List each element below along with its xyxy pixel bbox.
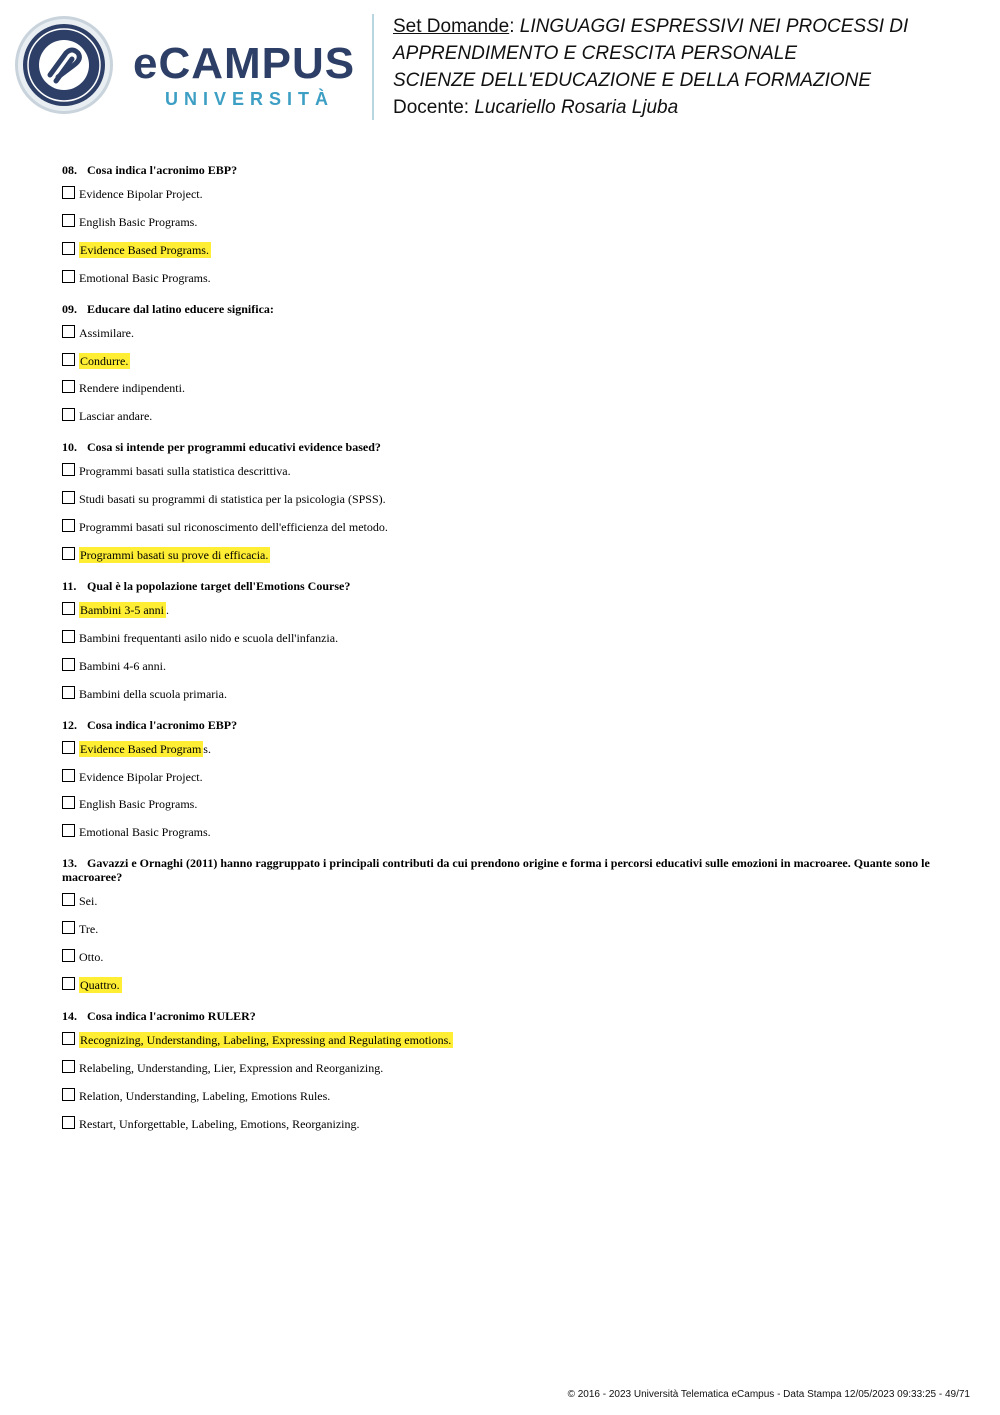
answer-text	[79, 351, 130, 371]
answer-option	[62, 184, 942, 204]
answer-option	[62, 794, 942, 814]
course-title-2: APPRENDIMENTO E CRESCITA PERSONALE	[393, 43, 798, 64]
faculty-name: SCIENZE DELL'EDUCAZIONE E DELLA FORMAZIONE	[393, 70, 872, 91]
answer-checkbox[interactable]	[62, 214, 75, 227]
answer-label: Programmi basati sul riconoscimento dell'efficienza del metodo.	[79, 520, 388, 535]
question-block	[62, 856, 942, 995]
answer-checkbox[interactable]	[62, 408, 75, 421]
answer-label: Otto.	[79, 950, 104, 965]
answer-label: Emotional Basic Programs.	[79, 270, 211, 285]
correct-answer-highlight: Quattro.	[80, 978, 120, 993]
answer-text	[79, 1058, 383, 1078]
answer-text	[79, 1086, 330, 1106]
question-number: 10.	[62, 440, 77, 455]
answer-text	[79, 794, 197, 814]
correct-answer-highlight: Bambini 3-5 anni	[80, 603, 164, 618]
answer-text	[79, 517, 388, 537]
answer-checkbox[interactable]	[62, 602, 75, 615]
answer-label: Bambini 4-6 anni.	[79, 658, 166, 673]
question-block	[62, 440, 942, 565]
answer-label: English Basic Programs.	[79, 797, 198, 812]
answer-checkbox[interactable]	[62, 353, 75, 366]
answer-label: Studi basati su programmi di statistica per la psicologia (SPSS).	[79, 492, 386, 507]
answer-option	[62, 1058, 942, 1078]
answer-checkbox[interactable]	[62, 686, 75, 699]
question-number: 09.	[62, 301, 77, 316]
answer-checkbox[interactable]	[62, 325, 75, 338]
question-text	[62, 440, 942, 454]
answer-text	[79, 600, 169, 620]
answer-text	[79, 240, 211, 260]
answer-text	[79, 1030, 453, 1050]
question-label: Cosa si intende per programmi educativi evidence based?	[87, 440, 381, 455]
header-divider	[372, 14, 374, 120]
course-title-line-1: Set Domande: LINGUAGGI ESPRESSIVI NEI PROCESSI DI	[393, 16, 909, 37]
answer-checkbox[interactable]	[62, 1060, 75, 1073]
answer-checkbox[interactable]	[62, 547, 75, 560]
answer-text	[79, 268, 211, 288]
answer-checkbox[interactable]	[62, 769, 75, 782]
answer-option	[62, 822, 942, 842]
answer-option	[62, 240, 942, 260]
answer-option	[62, 268, 942, 288]
faculty-line	[393, 69, 983, 92]
answer-text	[79, 947, 103, 967]
answer-text	[79, 975, 122, 995]
answer-option	[62, 600, 942, 620]
answer-text	[79, 919, 98, 939]
teacher-label: Docente	[393, 97, 464, 118]
answer-option	[62, 919, 942, 939]
answer-checkbox[interactable]	[62, 630, 75, 643]
question-text	[62, 1009, 942, 1023]
answer-option	[62, 975, 942, 995]
answer-label: Bambini della scuola primaria.	[79, 686, 227, 701]
correct-answer-highlight: Evidence Based Programs.	[80, 242, 209, 257]
answer-checkbox[interactable]	[62, 186, 75, 199]
answer-option	[62, 739, 942, 759]
logo-wordmark: eCAMPUS	[133, 39, 356, 88]
answer-option	[62, 489, 942, 509]
answer-option	[62, 406, 942, 426]
answer-checkbox[interactable]	[62, 1032, 75, 1045]
answer-text	[79, 656, 166, 676]
question-label: Qual è la popolazione target dell'Emotions Course?	[87, 579, 351, 594]
answer-label: Lasciar andare.	[79, 409, 153, 424]
answer-text	[79, 323, 134, 343]
answer-label: Programmi basati sulla statistica descrittiva.	[79, 464, 291, 479]
answer-option	[62, 545, 942, 565]
answer-checkbox[interactable]	[62, 519, 75, 532]
logo-subtitle: UNIVERSITÀ	[165, 89, 335, 109]
answer-label: Sei.	[79, 894, 98, 909]
answer-label: Relation, Understanding, Labeling, Emotions Rules.	[79, 1088, 331, 1103]
answer-option	[62, 656, 942, 676]
answer-label: Bambini frequentanti asilo nido e scuola dell'infanzia.	[79, 630, 339, 645]
answer-text	[79, 739, 211, 759]
answer-checkbox[interactable]	[62, 824, 75, 837]
answer-label: Evidence Bipolar Project.	[79, 769, 203, 784]
answer-option	[62, 684, 942, 704]
page-footer: © 2016 - 2023 Università Telematica eCampus - Data Stampa 12/05/2023 09:33:25 - 49/71	[567, 1389, 970, 1400]
question-number: 14.	[62, 1009, 77, 1024]
question-number: 12.	[62, 717, 77, 732]
answer-checkbox[interactable]	[62, 949, 75, 962]
answer-suffix: s.	[203, 741, 211, 756]
answer-text	[79, 184, 203, 204]
question-text	[62, 856, 942, 884]
answer-suffix: .	[166, 603, 169, 618]
answer-label: Rendere indipendenti.	[79, 381, 185, 396]
answer-checkbox[interactable]	[62, 491, 75, 504]
correct-answer-highlight: Evidence Based Program	[80, 741, 202, 756]
answer-text	[79, 378, 185, 398]
answer-option	[62, 378, 942, 398]
answer-checkbox[interactable]	[62, 658, 75, 671]
ecampus-seal-icon	[14, 15, 114, 115]
question-number: 11.	[62, 579, 77, 594]
answer-label: Restart, Unforgettable, Labeling, Emotions, Reorganizing.	[79, 1116, 360, 1131]
answer-option	[62, 1086, 942, 1106]
question-text	[62, 718, 942, 732]
answer-option	[62, 351, 942, 371]
answer-option	[62, 947, 942, 967]
answer-checkbox[interactable]	[62, 796, 75, 809]
correct-answer-highlight: Programmi basati su prove di efficacia.	[80, 548, 269, 563]
question-text	[62, 579, 942, 593]
answer-checkbox[interactable]	[62, 1088, 75, 1101]
answer-checkbox[interactable]	[62, 463, 75, 476]
answer-option	[62, 323, 942, 343]
answer-text	[79, 461, 291, 481]
answer-label: Relabeling, Understanding, Lier, Expression and Reorganizing.	[79, 1060, 384, 1075]
question-block	[62, 1009, 942, 1134]
question-label: Cosa indica l'acronimo EBP?	[87, 163, 238, 177]
answer-option	[62, 1114, 942, 1134]
answer-text	[79, 489, 386, 509]
answer-label: Assimilare.	[79, 325, 134, 340]
answer-label: Evidence Bipolar Project.	[79, 187, 203, 201]
question-number: 08.	[62, 163, 77, 177]
course-info	[393, 15, 983, 123]
answer-checkbox[interactable]	[62, 741, 75, 754]
question-label: Educare dal latino educere significa:	[87, 301, 274, 316]
question-block	[62, 718, 942, 843]
answer-checkbox[interactable]	[62, 380, 75, 393]
question-label: Cosa indica l'acronimo EBP?	[87, 717, 238, 732]
page-header	[0, 0, 1000, 130]
question-label: Cosa indica l'acronimo RULER?	[87, 1009, 256, 1024]
answer-checkbox[interactable]	[62, 893, 75, 906]
answer-label: Emotional Basic Programs.	[79, 825, 211, 840]
question-number: 13.	[62, 856, 77, 871]
answer-checkbox[interactable]	[62, 1116, 75, 1129]
question-list	[62, 163, 942, 1148]
answer-option	[62, 628, 942, 648]
question-block	[62, 163, 942, 288]
answer-text	[79, 767, 203, 787]
answer-text	[79, 1114, 360, 1134]
answer-option	[62, 1030, 942, 1050]
course-title-1: LINGUAGGI ESPRESSIVI NEI PROCESSI DI	[519, 16, 909, 37]
answer-checkbox[interactable]	[62, 270, 75, 283]
answer-option	[62, 461, 942, 481]
answer-option	[62, 767, 942, 787]
answer-option	[62, 212, 942, 232]
course-title-line-2	[393, 42, 983, 65]
answer-text	[79, 212, 197, 232]
answer-text	[79, 628, 338, 648]
teacher-line: Docente: Lucariello Rosaria Ljuba	[393, 97, 679, 118]
answer-text	[79, 684, 227, 704]
answer-label: English Basic Programs.	[79, 214, 198, 229]
answer-label: Tre.	[79, 922, 99, 937]
answer-checkbox[interactable]	[62, 921, 75, 934]
answer-text	[79, 406, 152, 426]
question-label: Gavazzi e Ornaghi (2011) hanno raggruppato i principali contributi da cui prendono origine e forma i percorsi educativi sulle emozioni in macroaree. Quante sono le macroaree?	[62, 856, 930, 885]
answer-text	[79, 545, 270, 565]
answer-checkbox[interactable]	[62, 242, 75, 255]
teacher-name: Lucariello Rosaria Ljuba	[474, 97, 679, 118]
answer-option	[62, 517, 942, 537]
set-label: Set Domande	[393, 16, 510, 37]
question-text	[62, 302, 942, 316]
question-text	[62, 163, 942, 177]
correct-answer-highlight: Recognizing, Understanding, Labeling, Expressing and Regulating emotions.	[80, 1033, 452, 1048]
answer-checkbox[interactable]	[62, 977, 75, 990]
answer-text	[79, 822, 211, 842]
answer-option	[62, 891, 942, 911]
answer-text	[79, 891, 97, 911]
question-block	[62, 579, 942, 704]
correct-answer-highlight: Condurre.	[80, 353, 129, 368]
question-block	[62, 302, 942, 427]
